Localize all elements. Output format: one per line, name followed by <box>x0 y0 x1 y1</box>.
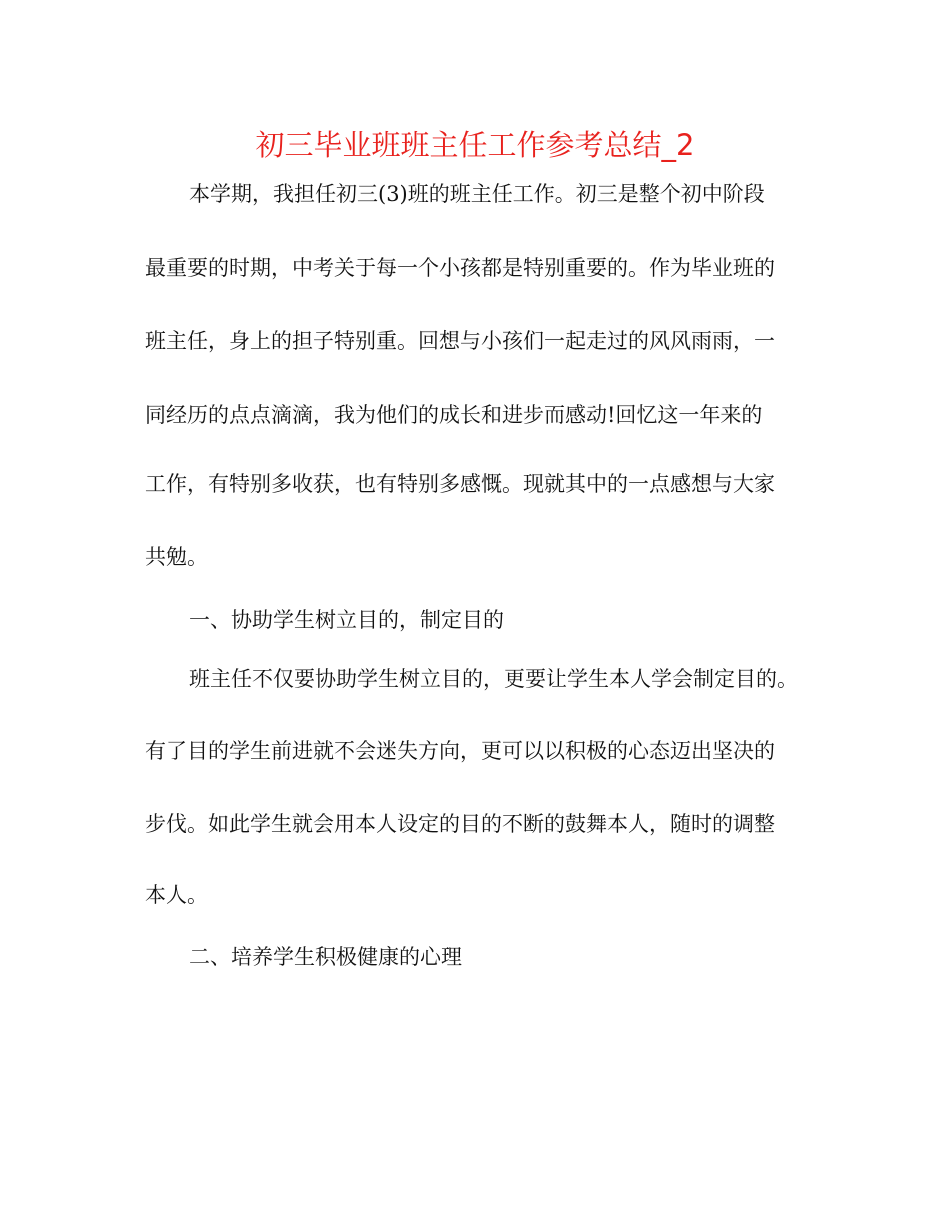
paragraph-line: 班主任，身上的担子特别重。回想与小孩们一起走过的风风雨雨，一 <box>145 329 775 353</box>
section-heading: 二、培养学生积极健康的心理 <box>189 945 462 969</box>
section-heading: 一、协助学生树立目的，制定目的 <box>189 608 504 632</box>
paragraph-line: 步伐。如此学生就会用本人设定的目的不断的鼓舞本人，随时的调整 <box>145 812 775 836</box>
paragraph-line: 最重要的时期，中考关于每一个小孩都是特别重要的。作为毕业班的 <box>145 256 775 280</box>
paragraph-line: 同经历的点点滴滴，我为他们的成长和进步而感动!回忆这一年来的 <box>145 403 763 427</box>
paragraph-line: 工作，有特别多收获，也有特别多感慨。现就其中的一点感想与大家 <box>145 472 775 496</box>
paragraph-line: 本学期，我担任初三(3)班的班主任工作。初三是整个初中阶段 <box>189 182 765 206</box>
paragraph-line: 共勉。 <box>145 545 208 569</box>
document-title: 初三毕业班班主任工作参考总结_2 <box>255 128 695 162</box>
paragraph-line: 本人。 <box>145 883 208 907</box>
paragraph-line: 有了目的学生前进就不会迷失方向，更可以以积极的心态迈出坚决的 <box>145 739 775 763</box>
paragraph-line: 班主任不仅要协助学生树立目的，更要让学生本人学会制定目的。 <box>189 667 798 691</box>
